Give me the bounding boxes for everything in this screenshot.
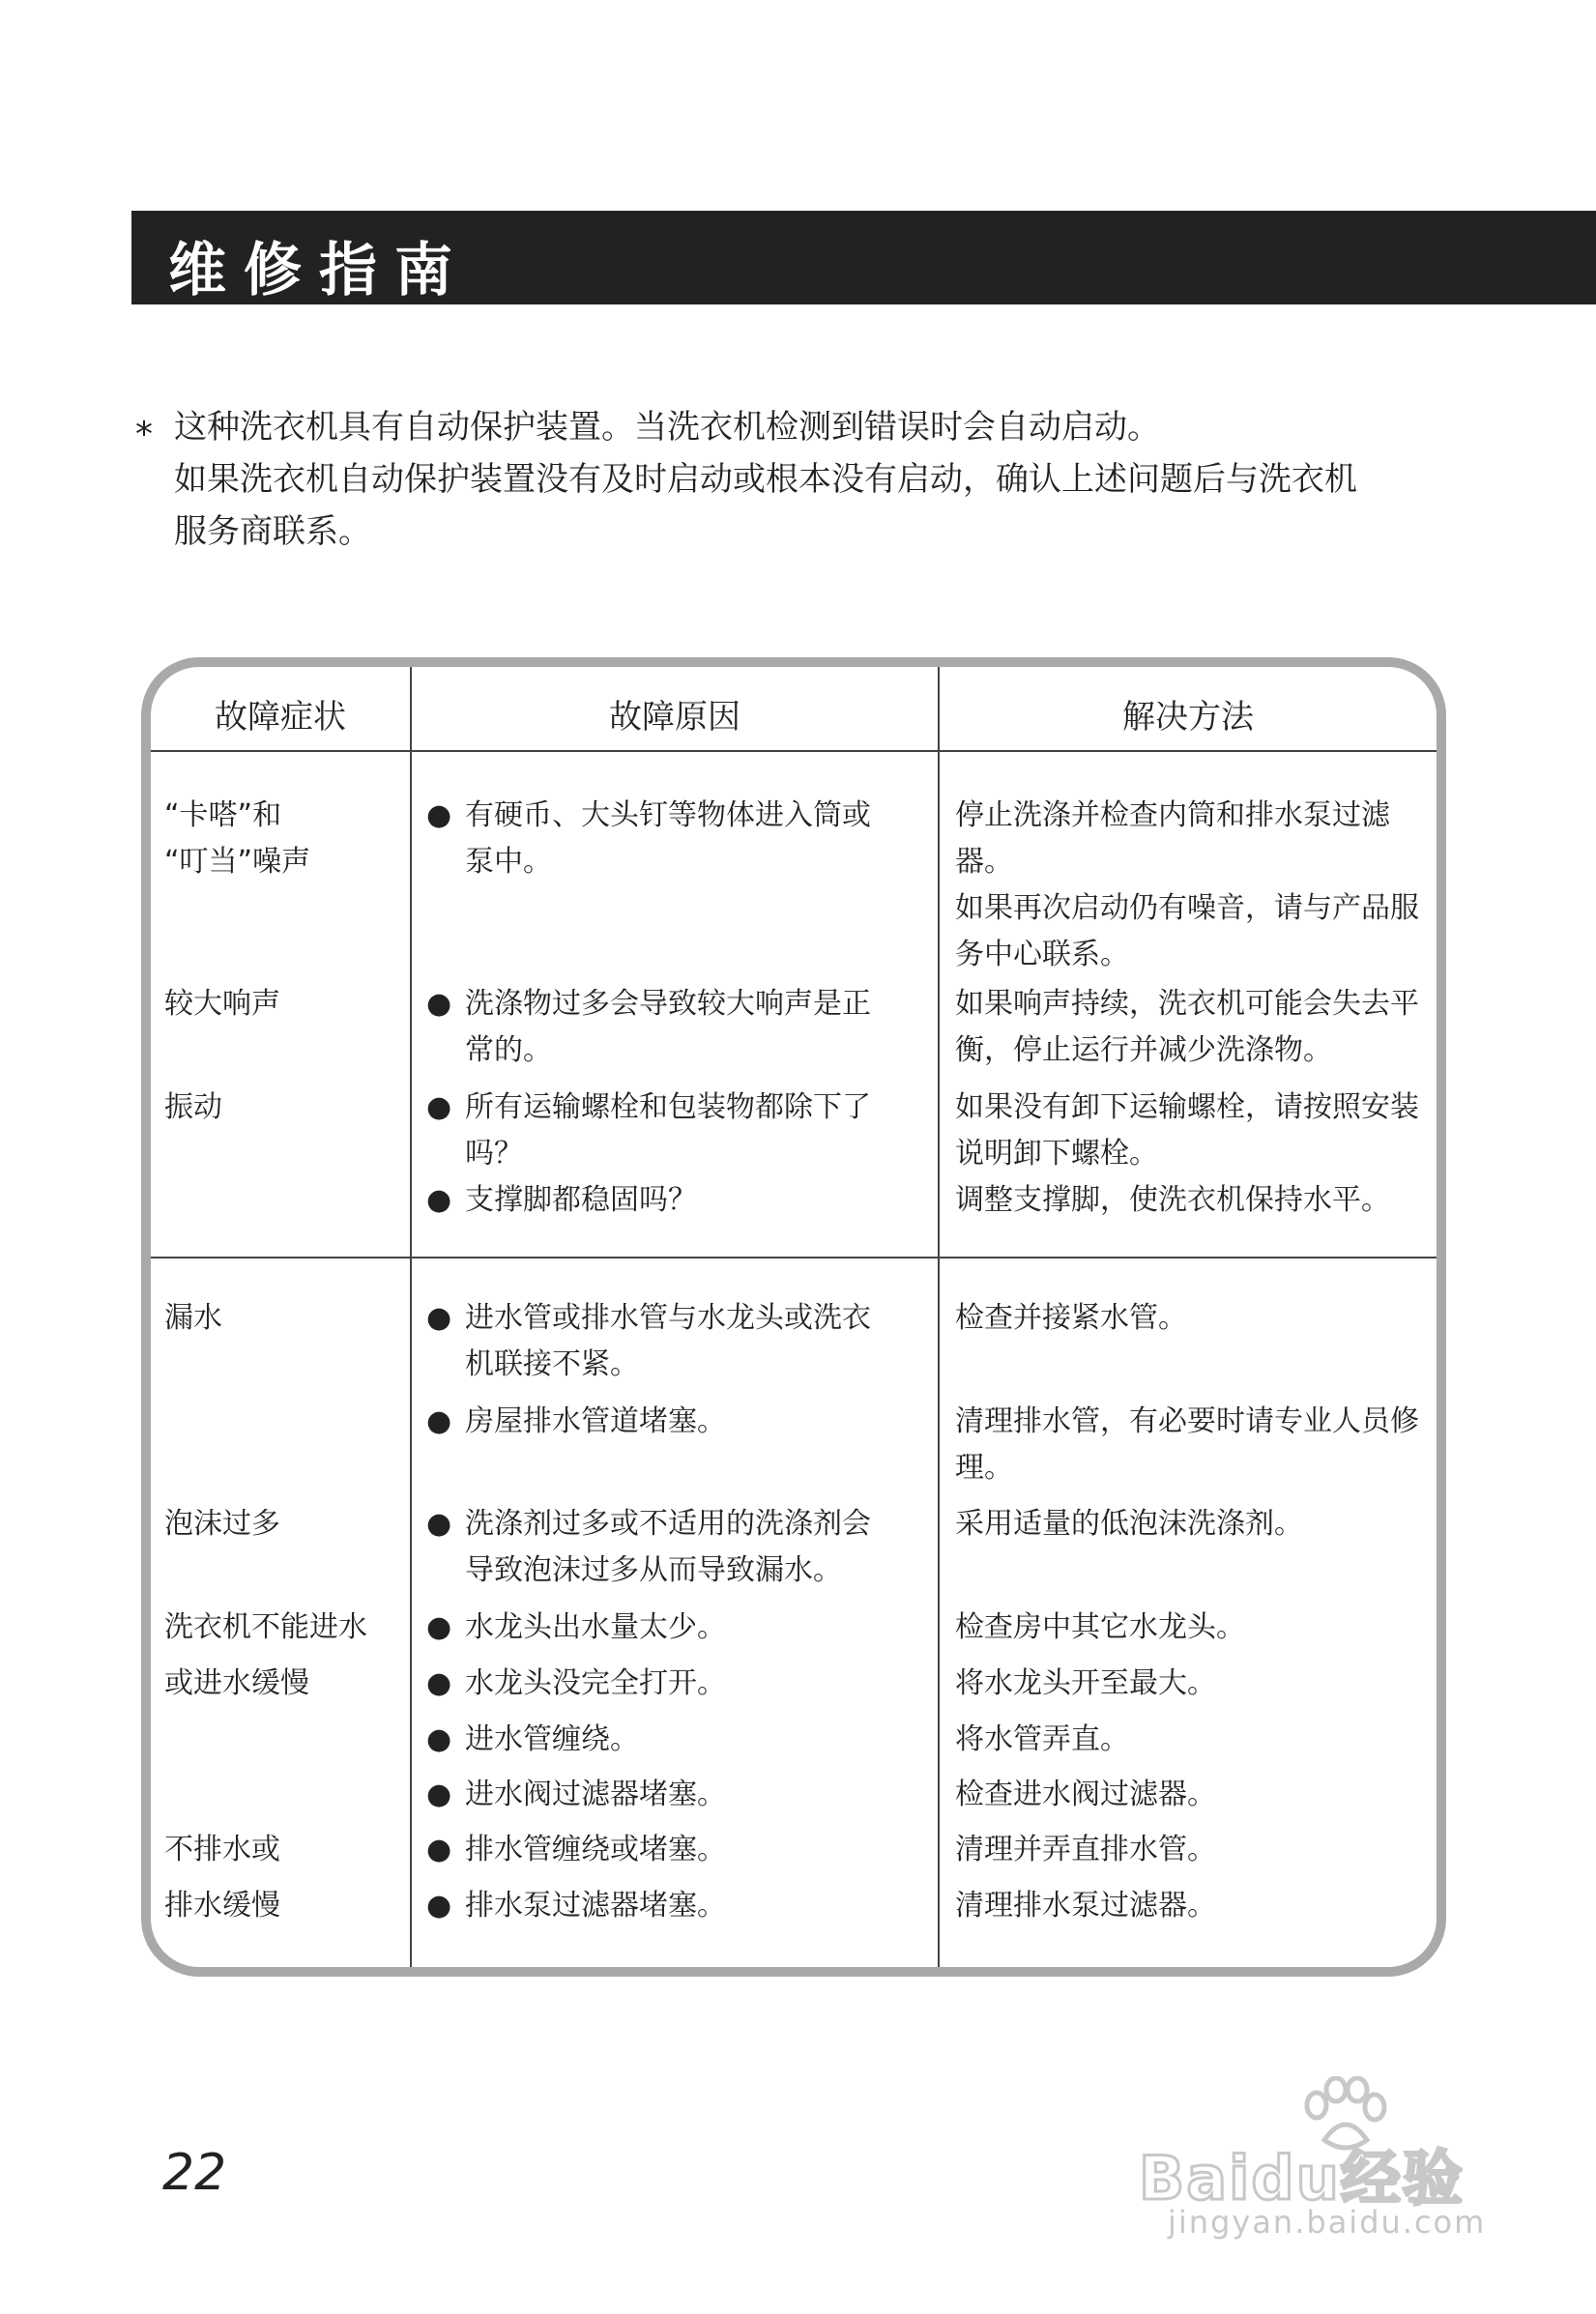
solution-text: 理。: [955, 1451, 1013, 1485]
intro-line: 如果洗衣机自动保护装置没有及时启动或根本没有启动，确认上述问题后与洗衣机: [174, 460, 1357, 499]
intro-line: 服务商联系。: [174, 512, 371, 551]
cause-text: 机联接不紧。: [465, 1347, 639, 1381]
solution-text: 检查并接紧水管。: [955, 1301, 1187, 1335]
page-title: 维修指南: [168, 237, 470, 304]
bullet-icon: ●: [426, 1183, 452, 1217]
bullet-icon: ●: [426, 1833, 452, 1866]
symptom-label: “卡嗒”和: [164, 798, 282, 832]
solution-text: 如果再次启动仍有噪音，请与产品服: [955, 891, 1419, 925]
header-symptom: 故障症状: [215, 698, 346, 737]
cause-text: 房屋排水管道堵塞。: [465, 1404, 726, 1438]
section-divider: [151, 1257, 1436, 1258]
cause-text: 排水泵过滤器堵塞。: [465, 1889, 726, 1923]
header-cause: 故障原因: [609, 698, 740, 737]
symptom-label: 漏水: [164, 1301, 222, 1335]
symptom-label: 振动: [164, 1090, 222, 1124]
solution-text: 如果没有卸下运输螺栓，请按照安装: [955, 1090, 1419, 1124]
bullet-icon: ●: [426, 1610, 452, 1644]
bullet-icon: ●: [426, 1778, 452, 1811]
symptom-label: 不排水或: [164, 1833, 280, 1866]
bullet-icon: ●: [426, 1666, 452, 1700]
solution-text: 检查房中其它水龙头。: [955, 1610, 1245, 1644]
bullet-icon: ●: [426, 1507, 452, 1541]
bullet-icon: ●: [426, 1301, 452, 1335]
cause-text: 进水管缠绕。: [465, 1722, 639, 1756]
solution-text: 将水龙头开至最大。: [955, 1666, 1216, 1700]
solution-text: 停止洗涤并检查内筒和排水泵过滤: [955, 798, 1390, 832]
bullet-icon: ●: [426, 1404, 452, 1438]
solution-text: 务中心联系。: [955, 938, 1129, 971]
cause-text: 进水管或排水管与水龙头或洗衣: [465, 1301, 871, 1335]
solution-text: 说明卸下螺栓。: [955, 1137, 1158, 1171]
cause-text: 常的。: [465, 1033, 552, 1067]
bullet-icon: ●: [426, 987, 452, 1021]
symptom-label: 或进水缓慢: [164, 1666, 309, 1700]
symptom-label: 排水缓慢: [164, 1889, 280, 1923]
cause-text: 洗涤剂过多或不适用的洗涤剂会: [465, 1507, 871, 1541]
header-divider: [151, 750, 1436, 752]
symptom-label: 洗衣机不能进水: [164, 1610, 367, 1644]
baidu-jingyan-watermark: [1139, 2076, 1506, 2241]
column-divider: [938, 667, 940, 1967]
cause-text: 所有运输螺栓和包装物都除下了: [465, 1090, 871, 1124]
bullet-icon: ●: [426, 1090, 452, 1124]
bullet-icon: ●: [426, 798, 452, 832]
cause-text: 水龙头出水量太少。: [465, 1610, 726, 1644]
solution-text: 将水管弄直。: [955, 1722, 1129, 1756]
column-divider: [410, 667, 412, 1967]
brand-url: jingyan.baidu.com: [1168, 2204, 1487, 2241]
bullet-icon: ●: [426, 1889, 452, 1923]
intro-line: 这种洗衣机具有自动保护装置。当洗衣机检测到错误时会自动启动。: [174, 408, 1160, 447]
solution-text: 衡，停止运行并减少洗涤物。: [955, 1033, 1332, 1067]
bullet-icon: ●: [426, 1722, 452, 1756]
solution-text: 检查进水阀过滤器。: [955, 1778, 1216, 1811]
cause-text: 洗涤物过多会导致较大响声是正: [465, 987, 871, 1021]
cause-text: 排水管缠绕或堵塞。: [465, 1833, 726, 1866]
solution-text: 清理并弄直排水管。: [955, 1833, 1216, 1866]
symptom-label: “叮当”噪声: [164, 845, 311, 879]
cause-text: 泵中。: [465, 845, 552, 879]
solution-text: 如果响声持续，洗衣机可能会失去平: [955, 987, 1419, 1021]
troubleshooting-table: [141, 657, 1446, 1977]
cause-text: 水龙头没完全打开。: [465, 1666, 726, 1700]
brand-name: Baidu经验: [1139, 2143, 1465, 2213]
solution-text: 清理排水管，有必要时请专业人员修: [955, 1404, 1419, 1438]
symptom-label: 较大响声: [164, 987, 280, 1021]
solution-text: 清理排水泵过滤器。: [955, 1889, 1216, 1923]
solution-text: 调整支撑脚，使洗衣机保持水平。: [955, 1183, 1390, 1217]
solution-text: 采用适量的低泡沫洗涤剂。: [955, 1507, 1303, 1541]
title-bar: [131, 211, 1596, 304]
header-solution: 解决方法: [1122, 698, 1254, 737]
solution-text: 器。: [955, 845, 1013, 879]
symptom-label: 泡沫过多: [164, 1507, 280, 1541]
cause-text: 导致泡沫过多从而导致漏水。: [465, 1553, 842, 1587]
cause-text: 支撑脚都稳固吗？: [465, 1183, 697, 1217]
page-number: 22: [162, 2144, 227, 2202]
cause-text: 进水阀过滤器堵塞。: [465, 1778, 726, 1811]
cause-text: 吗？: [465, 1137, 523, 1171]
cause-text: 有硬币、大头钉等物体进入筒或: [465, 798, 871, 832]
asterisk-icon: *: [135, 415, 153, 454]
